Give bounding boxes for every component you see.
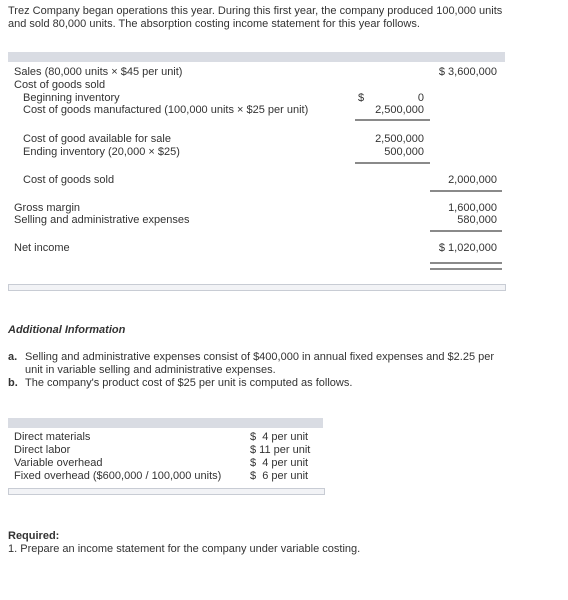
product-cost-label: Direct materials [14, 431, 91, 443]
cogs-header: Cost of goods sold [14, 79, 106, 91]
cogs-label: Cost of goods sold [23, 174, 115, 186]
ending-inventory-underline [355, 162, 430, 164]
product-cost-label: Variable overhead [14, 457, 103, 469]
ending-inventory-value: 500,000 [384, 146, 424, 158]
product-cost-value: $ 4 per unit [250, 431, 309, 443]
sales-value: $ 3,600,000 [438, 66, 497, 78]
cogs-value: 2,000,000 [448, 174, 497, 186]
table-footer-band [8, 284, 506, 291]
gross-margin-value: 1,600,000 [448, 202, 497, 214]
sga-label: Selling and administrative expenses [14, 214, 190, 226]
table-header-band [8, 52, 505, 62]
cgas-label: Cost of good available for sale [23, 133, 171, 145]
required-heading: Required: [8, 530, 60, 542]
product-cost-value: $ 11 per unit [250, 444, 311, 456]
product-cost-footer-band [8, 488, 325, 495]
intro-line-2: and sold 80,000 units. The absorption costing income statement for this year follows. [8, 18, 420, 30]
product-cost-label: Direct labor [14, 444, 71, 456]
net-income-double-underline-top [430, 262, 502, 264]
sga-underline [430, 230, 502, 232]
cogm-underline [355, 119, 430, 121]
item-b-text: The company's product cost of $25 per unit is computed as follows. [25, 377, 353, 389]
ending-inventory-label: Ending inventory (20,000 × $25) [23, 146, 180, 158]
product-cost-value: $ 6 per unit [250, 470, 309, 482]
net-income-label: Net income [14, 242, 70, 254]
cogs-underline [430, 190, 502, 192]
additional-info-heading: Additional Information [8, 324, 126, 336]
gross-margin-label: Gross margin [14, 202, 81, 214]
beginning-inventory-dollar: $ [358, 92, 365, 104]
item-a-marker: a. [8, 351, 18, 363]
cogm-value: 2,500,000 [375, 104, 424, 116]
required-item-1: 1. Prepare an income statement for the company under variable costing. [8, 543, 361, 555]
sga-value: 580,000 [457, 214, 497, 226]
item-a-line-2: unit in variable selling and administrative expenses. [25, 364, 276, 376]
beginning-inventory-value: 0 [417, 92, 424, 104]
net-income-double-underline-bottom [430, 268, 502, 270]
product-cost-value: $ 4 per unit [250, 457, 309, 469]
cogm-label: Cost of goods manufactured (100,000 units × $25 per unit) [23, 104, 309, 116]
sales-label: Sales (80,000 units × $45 per unit) [14, 66, 183, 78]
intro-line-1: Trez Company began operations this year. During this first year, the company produced 100,000 units [8, 5, 503, 17]
product-cost-header-band [8, 418, 323, 428]
beginning-inventory-label: Beginning inventory [23, 92, 120, 104]
cgas-value: 2,500,000 [375, 133, 424, 145]
item-a-line-1: Selling and administrative expenses consist of $400,000 in annual fixed expenses and $2.25 per [25, 351, 495, 363]
net-income-value: $ 1,020,000 [438, 242, 497, 254]
product-cost-label: Fixed overhead ($600,000 / 100,000 units) [14, 470, 222, 482]
item-b-marker: b. [8, 377, 18, 389]
